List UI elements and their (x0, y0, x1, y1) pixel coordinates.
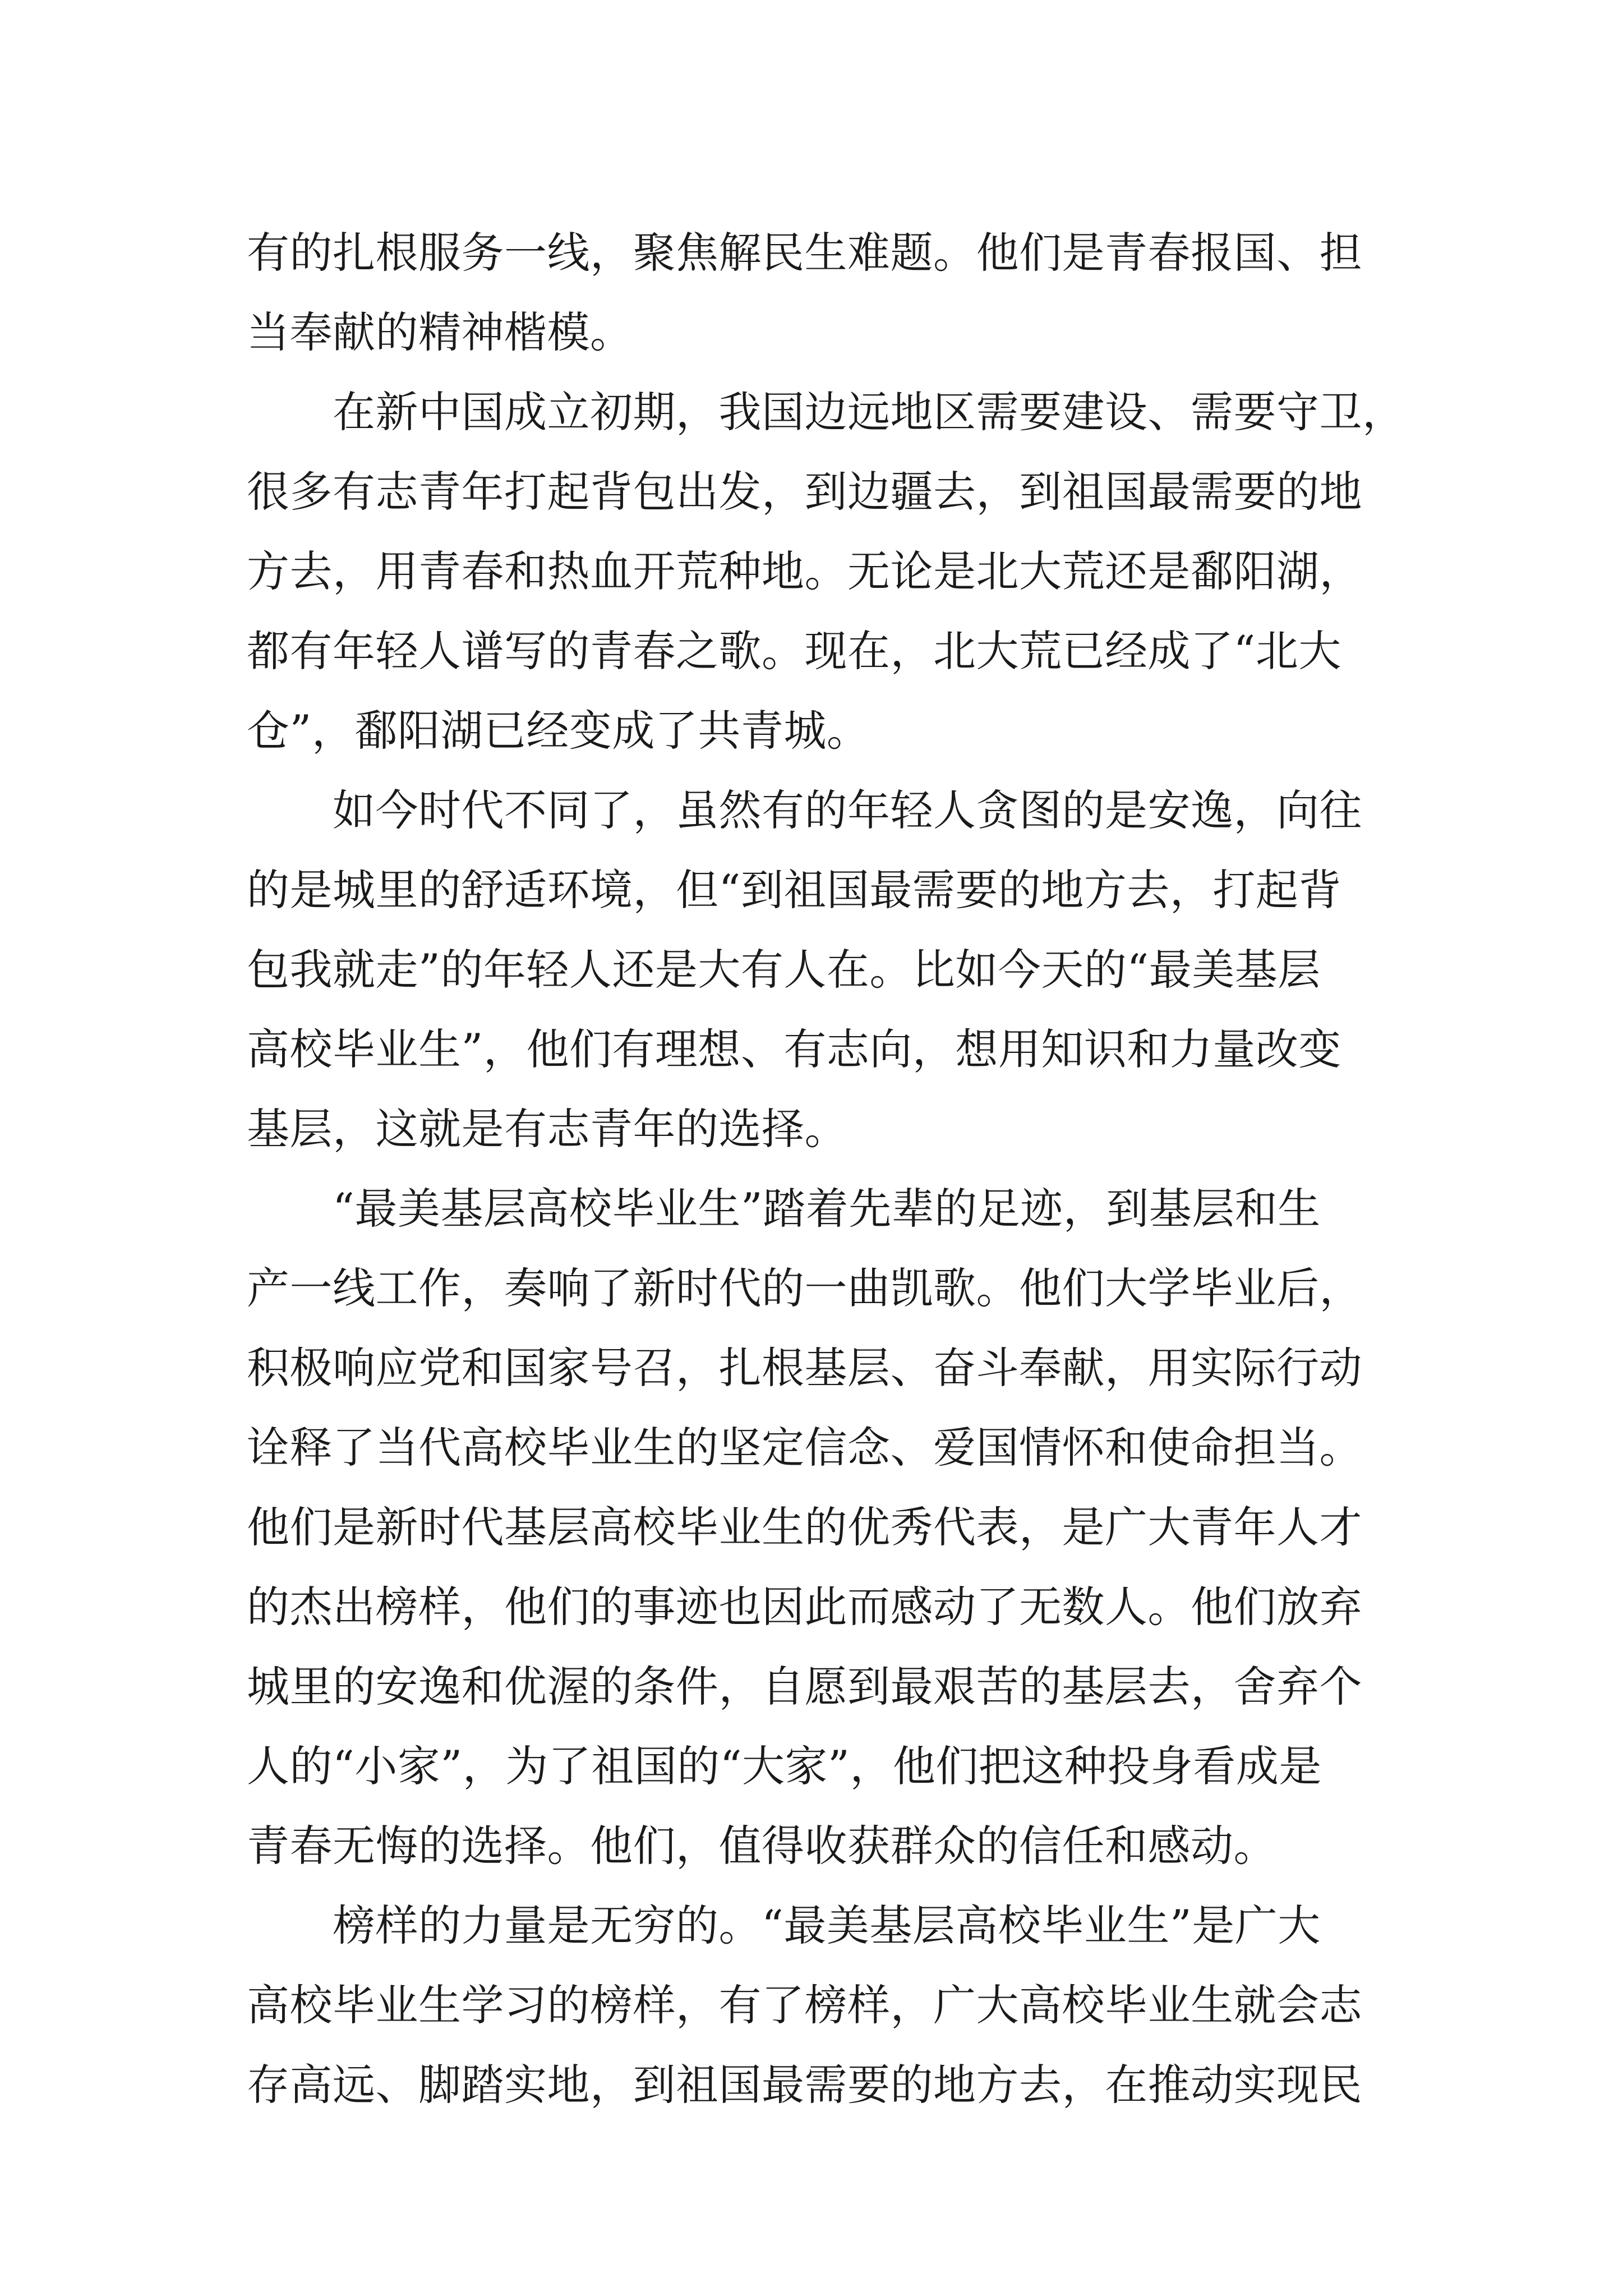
text-line: 如今时代不同了，虽然有的年轻人贪图的是安逸，向往 (247, 785, 1362, 835)
document-page (247, 213, 1405, 2125)
text-line: 产一线工作，奏响了新时代的一曲凯歌。他们大学毕业后， (247, 1263, 1362, 1313)
text-line: 都有年轻人谱写的青春之歌。现在，北大荒已经成了“北大 (247, 626, 1341, 676)
text-line: 有的扎根服务一线，聚焦解民生难题。他们是青春报国、担 (247, 228, 1362, 278)
text-line: 的是城里的舒适环境，但“到祖国最需要的地方去，打起背 (247, 865, 1341, 915)
text-line: 人的“小家”，为了祖国的“大家”，他们把这种投身看成是 (247, 1741, 1322, 1791)
text-line: 方去，用青春和热血开荒种地。无论是北大荒还是鄱阳湖， (247, 546, 1362, 596)
text-line: 仓”，鄱阳湖已经变成了共青城。 (247, 706, 870, 756)
text-line: 城里的安逸和优渥的条件，自愿到最艰苦的基层去，舍弃个 (247, 1662, 1362, 1711)
text-line: 存高远、脚踏实地，到祖国最需要的地方去，在推动实现民 (247, 2060, 1362, 2110)
text-line: 高校毕业生”，他们有理想、有志向，想用知识和力量改变 (247, 1024, 1341, 1074)
text-line: 诠释了当代高校毕业生的坚定信念、爱国情怀和使命担当。 (247, 1423, 1362, 1473)
text-line: 当奉献的精神楷模。 (247, 307, 633, 357)
text-line: 很多有志青年打起背包出发，到边疆去，到祖国最需要的地 (247, 467, 1362, 517)
text-line: 在新中国成立初期，我国边远地区需要建设、需要守卫， (247, 387, 1405, 437)
text-line: “最美基层高校毕业生”踏着先辈的足迹，到基层和生 (247, 1184, 1321, 1234)
text-line: 青春无悔的选择。他们，值得收获群众的信任和感动。 (247, 1821, 1276, 1871)
text-line: 包我就走”的年轻人还是大有人在。比如今天的“最美基层 (247, 945, 1321, 995)
text-line: 高校毕业生学习的榜样，有了榜样，广大高校毕业生就会志 (247, 1980, 1362, 2030)
text-line: 积极响应党和国家号召，扎根基层、奋斗奉献，用实际行动 (247, 1343, 1362, 1393)
text-line: 榜样的力量是无穷的。“最美基层高校毕业生”是广大 (247, 1901, 1321, 1950)
text-line: 的杰出榜样，他们的事迹也因此而感动了无数人。他们放弃 (247, 1582, 1362, 1632)
text-line: 基层，这就是有志青年的选择。 (247, 1104, 847, 1154)
text-line: 他们是新时代基层高校毕业生的优秀代表，是广大青年人才 (247, 1502, 1362, 1552)
